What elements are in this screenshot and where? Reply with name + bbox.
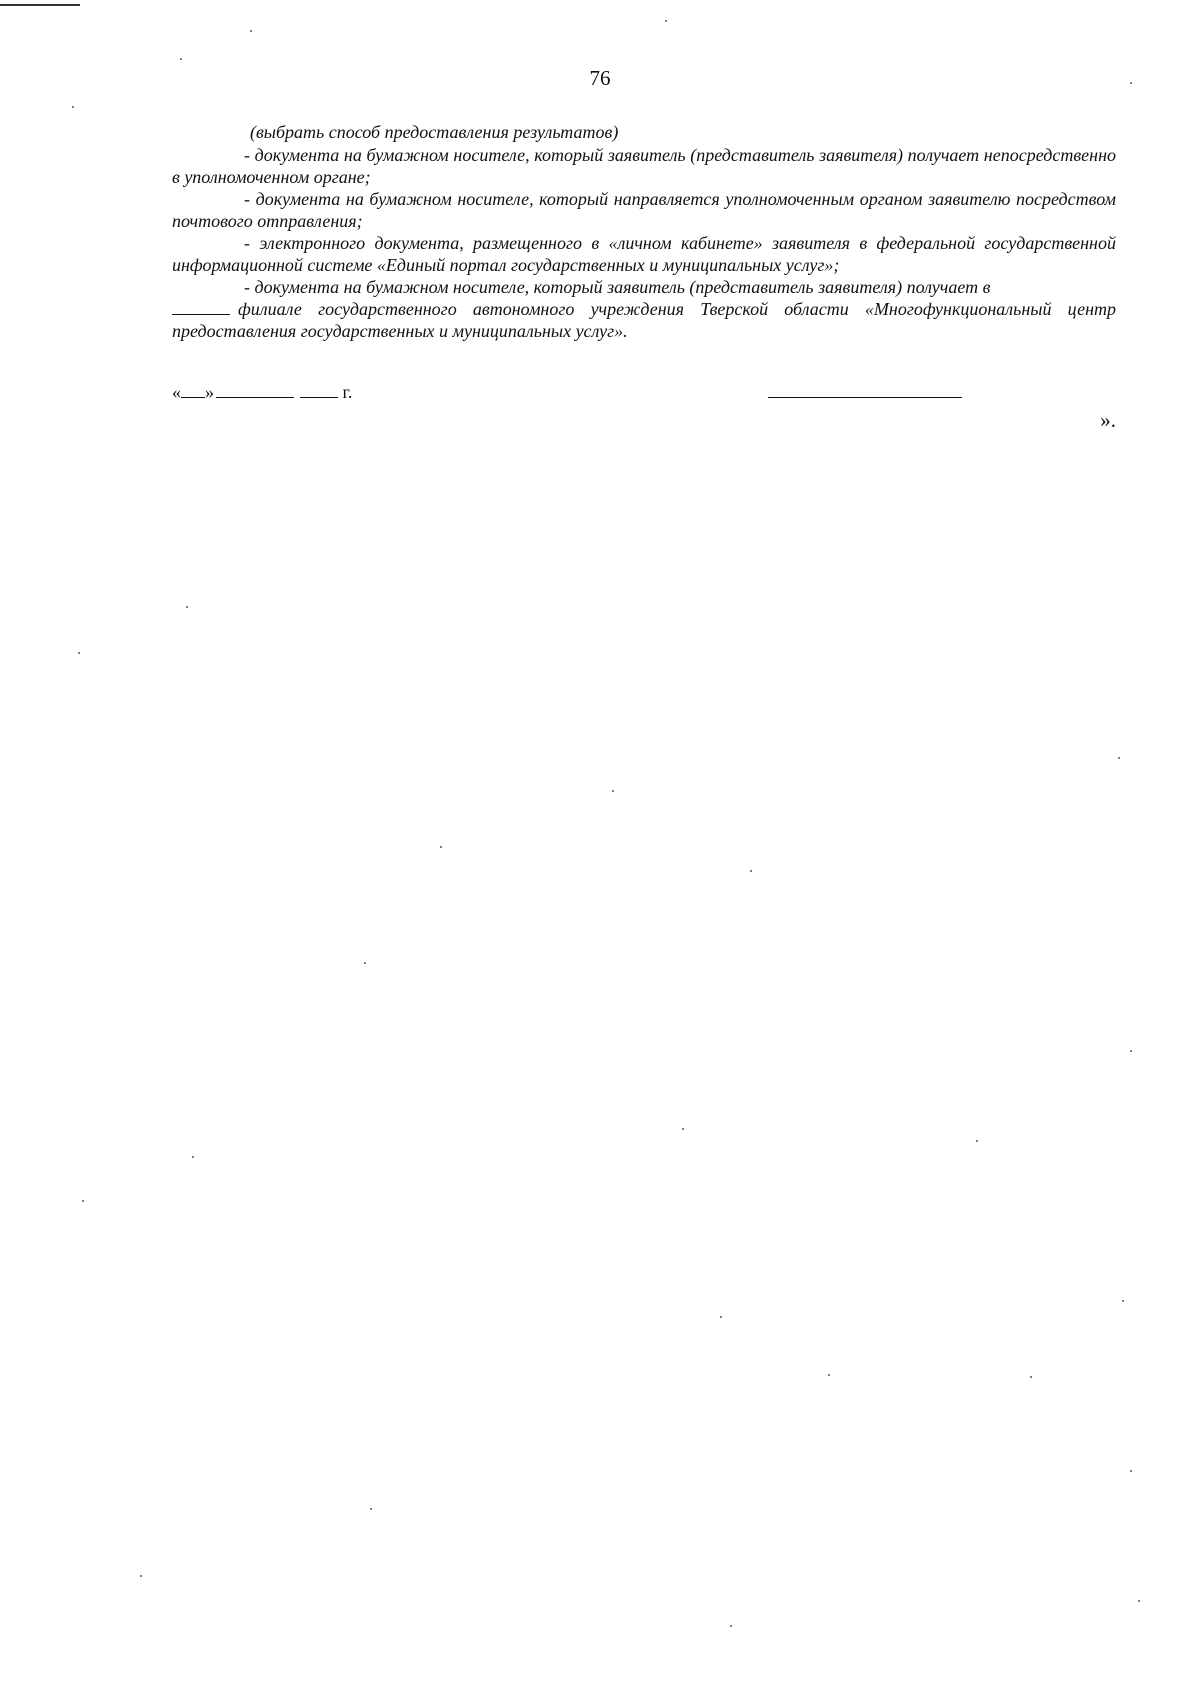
- scan-speck: [78, 652, 80, 654]
- document-body: [172, 121, 1116, 342]
- top-rule: [0, 4, 80, 6]
- option-paper-by-post: - документа на бумажном носителе, который направляется уполномоченным органом заявителю посредством почтового отправления;: [172, 189, 1116, 231]
- option-electronic-portal: - электронного документа, размещенного в «личном кабинете» заявителя в федеральной государственной информационной системе «Единый портал государственных и муниципальных услуг»;: [172, 233, 1116, 275]
- scan-speck: [364, 962, 366, 964]
- scan-speck: [1130, 82, 1132, 84]
- date-year-suffix: г.: [342, 382, 353, 402]
- scan-speck: [180, 58, 182, 60]
- date-year-blank[interactable]: [300, 383, 338, 398]
- scan-speck: [682, 1128, 684, 1130]
- date-open-quote: «: [172, 382, 181, 402]
- option-paper-in-mfc: [172, 276, 1116, 342]
- scan-speck: [1030, 1376, 1032, 1378]
- date-day-blank[interactable]: [181, 383, 205, 398]
- scan-speck: [140, 1575, 142, 1577]
- scan-speck: [72, 106, 74, 108]
- scan-speck: [250, 30, 252, 32]
- scan-speck: [828, 1374, 830, 1376]
- closing-quote-mark: ».: [1100, 408, 1116, 432]
- signature-row: [172, 382, 1116, 432]
- option-paper-in-office: - документа на бумажном носителе, который заявитель (представитель заявителя) получает непосредственно в уполномоченном органе;: [172, 145, 1116, 187]
- scan-speck: [665, 20, 667, 22]
- scan-speck: [1138, 1600, 1140, 1602]
- scan-speck: [1122, 1300, 1124, 1302]
- scan-speck: [1130, 1050, 1132, 1052]
- date-month-blank[interactable]: [216, 383, 294, 398]
- page-number: 76: [589, 66, 611, 90]
- mfc-branch-blank[interactable]: [172, 300, 230, 315]
- scan-speck: [612, 790, 614, 792]
- scan-speck: [186, 606, 188, 608]
- scan-speck: [730, 1625, 732, 1627]
- option-paper-in-mfc-line1: - документа на бумажном носителе, который заявитель (представитель заявителя) получает в: [244, 277, 991, 297]
- scan-speck: [192, 1156, 194, 1158]
- option-paper-in-mfc-rest: филиале государственного автономного учреждения Тверской области «Многофункциональный центр предоставления государственных и муниципальных услуг».: [172, 299, 1116, 341]
- scan-speck: [1130, 1470, 1132, 1472]
- scan-speck: [750, 870, 752, 872]
- date-close-quote: »: [205, 382, 214, 402]
- scan-speck: [976, 1140, 978, 1142]
- date-field: [172, 382, 352, 403]
- scan-speck: [370, 1508, 372, 1510]
- scan-speck: [1118, 757, 1120, 759]
- choice-instruction: (выбрать способ предоставления результатов): [250, 122, 619, 142]
- scan-speck: [440, 846, 442, 848]
- scan-speck: [82, 1200, 84, 1202]
- scan-speck: [720, 1316, 722, 1318]
- signature-blank[interactable]: [768, 397, 962, 398]
